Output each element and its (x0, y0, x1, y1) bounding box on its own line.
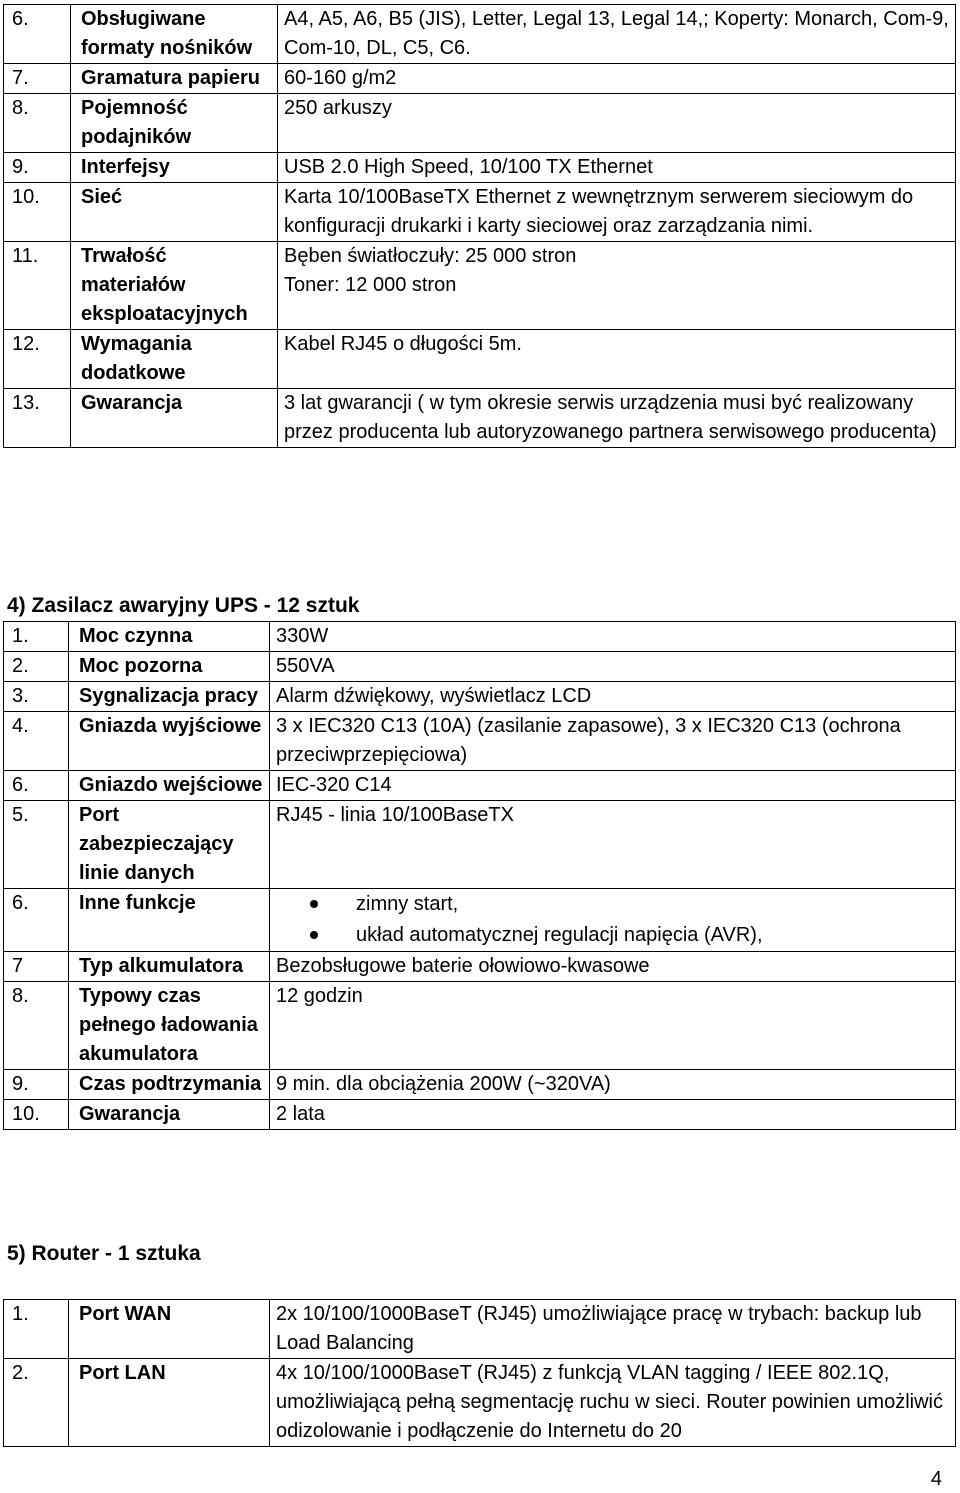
row-value: IEC-320 C14 (270, 771, 956, 801)
row-value: RJ45 - linia 10/100BaseTX (270, 801, 956, 889)
row-value: Bezobsługowe baterie ołowiowo-kwasowe (270, 952, 956, 982)
row-value: A4, A5, A6, B5 (JIS), Letter, Legal 13, Legal 14,; Koperty: Monarch, Com-9, Com-10, DL, C5, C6. (278, 5, 956, 64)
row-value: 2 lata (270, 1100, 956, 1130)
row-label: Interfejsy (71, 153, 278, 183)
table-row (4, 712, 956, 771)
row-number: 12. (4, 330, 71, 389)
row-label: Gramatura papieru (71, 64, 278, 94)
row-number: 1. (4, 1300, 69, 1359)
row-number: 9. (4, 153, 71, 183)
row-label: Port LAN (69, 1359, 270, 1447)
table-row (4, 242, 956, 330)
feature-list (276, 889, 949, 951)
table-row (4, 982, 956, 1070)
row-label: Gniazda wyjściowe (69, 712, 270, 771)
row-label: Sygnalizacja pracy (69, 682, 270, 712)
row-value: Kabel RJ45 o długości 5m. (278, 330, 956, 389)
table-row (4, 889, 956, 952)
row-number: 10. (4, 1100, 69, 1130)
row-value: 3 lat gwarancji ( w tym okresie serwis urządzenia musi być realizowany przez producenta lub autoryzowanego partnera serwisowego producenta) (278, 389, 956, 448)
row-label: Wymagania dodatkowe (71, 330, 278, 389)
list-item-text: układ automatycznej regulacji napięcia (AVR), (356, 924, 763, 946)
row-label: Pojemność podajników (71, 94, 278, 153)
row-number: 2. (4, 652, 69, 682)
row-value: 330W (270, 622, 956, 652)
row-value-line: Toner: 12 000 stron (284, 274, 457, 296)
row-value: Alarm dźwiękowy, wyświetlacz LCD (270, 682, 956, 712)
table-row (4, 952, 956, 982)
row-number: 9. (4, 1070, 69, 1100)
bullet-icon (310, 900, 318, 908)
table-row (4, 1070, 956, 1100)
row-value: USB 2.0 High Speed, 10/100 TX Ethernet (278, 153, 956, 183)
row-value: 60-160 g/m2 (278, 64, 956, 94)
row-label: Inne funkcje (69, 889, 270, 952)
row-value: 4x 10/100/1000BaseT (RJ45) z funkcją VLAN tagging / IEEE 802.1Q, umożliwiającą pełną segmentację ruchu w sieci. Router powinien umożliwić odizolowanie i podłączenie do Internetu do 20 (270, 1359, 956, 1447)
row-number: 8. (4, 982, 69, 1070)
row-number: 2. (4, 1359, 69, 1447)
row-number: 3. (4, 682, 69, 712)
row-label: Gniazdo wejściowe (69, 771, 270, 801)
section-heading-ups: 4) Zasilacz awaryjny UPS - 12 sztuk (7, 594, 360, 617)
row-label: Port WAN (69, 1300, 270, 1359)
row-number: 11. (4, 242, 71, 330)
row-value: Karta 10/100BaseTX Ethernet z wewnętrznym serwerem sieciowym do konfiguracji drukarki i karty sieciowej oraz zarządzania nimi. (278, 183, 956, 242)
row-value: 250 arkuszy (278, 94, 956, 153)
table-row (4, 771, 956, 801)
table-row (4, 64, 956, 94)
table-row (4, 1359, 956, 1447)
row-label: Typ alkumulatora (69, 952, 270, 982)
row-number: 7. (4, 64, 71, 94)
table-row (4, 153, 956, 183)
row-number: 13. (4, 389, 71, 448)
row-label: Moc czynna (69, 622, 270, 652)
row-label: Czas podtrzymania (69, 1070, 270, 1100)
row-number: 6. (4, 5, 71, 64)
table-row (4, 330, 956, 389)
list-item (276, 920, 949, 951)
row-number: 6. (4, 889, 69, 952)
row-value-line: Bęben światłoczuły: 25 000 stron (284, 245, 577, 267)
row-number: 5. (4, 801, 69, 889)
row-label: Gwarancja (69, 1100, 270, 1130)
row-number: 10. (4, 183, 71, 242)
table-row (4, 5, 956, 64)
table-row (4, 652, 956, 682)
table-row (4, 682, 956, 712)
table-row (4, 1300, 956, 1359)
row-label: Obsługiwane formaty nośników (71, 5, 278, 64)
row-value: 12 godzin (270, 982, 956, 1070)
page-number: 4 (930, 1468, 942, 1490)
row-value (278, 242, 956, 330)
row-label: Trwałość materiałów eksploatacyjnych (71, 242, 278, 330)
row-label: Port zabezpieczający linie danych (69, 801, 270, 889)
row-value: 9 min. dla obciążenia 200W (~320VA) (270, 1070, 956, 1100)
row-number: 4. (4, 712, 69, 771)
list-item (276, 889, 949, 920)
row-number: 7 (4, 952, 69, 982)
bullet-icon (310, 931, 318, 939)
table-row (4, 94, 956, 153)
table-row (4, 801, 956, 889)
list-item-text: zimny start, (356, 893, 459, 915)
printer-spec-table (3, 4, 956, 448)
row-value: 2x 10/100/1000BaseT (RJ45) umożliwiające pracę w trybach: backup lub Load Balancing (270, 1300, 956, 1359)
row-value (270, 889, 956, 952)
row-label: Gwarancja (71, 389, 278, 448)
section-heading-router: 5) Router - 1 sztuka (7, 1242, 201, 1265)
router-spec-table (3, 1299, 956, 1447)
ups-spec-table (3, 621, 956, 1130)
row-value: 550VA (270, 652, 956, 682)
row-value: 3 x IEC320 C13 (10A) (zasilanie zapasowe), 3 x IEC320 C13 (ochrona przeciwprzepięciowa) (270, 712, 956, 771)
row-number: 8. (4, 94, 71, 153)
table-row (4, 622, 956, 652)
row-label: Moc pozorna (69, 652, 270, 682)
table-row (4, 183, 956, 242)
table-row (4, 1100, 956, 1130)
row-label: Sieć (71, 183, 278, 242)
table-row (4, 389, 956, 448)
row-label: Typowy czas pełnego ładowania akumulatora (69, 982, 270, 1070)
row-number: 1. (4, 622, 69, 652)
row-number: 6. (4, 771, 69, 801)
